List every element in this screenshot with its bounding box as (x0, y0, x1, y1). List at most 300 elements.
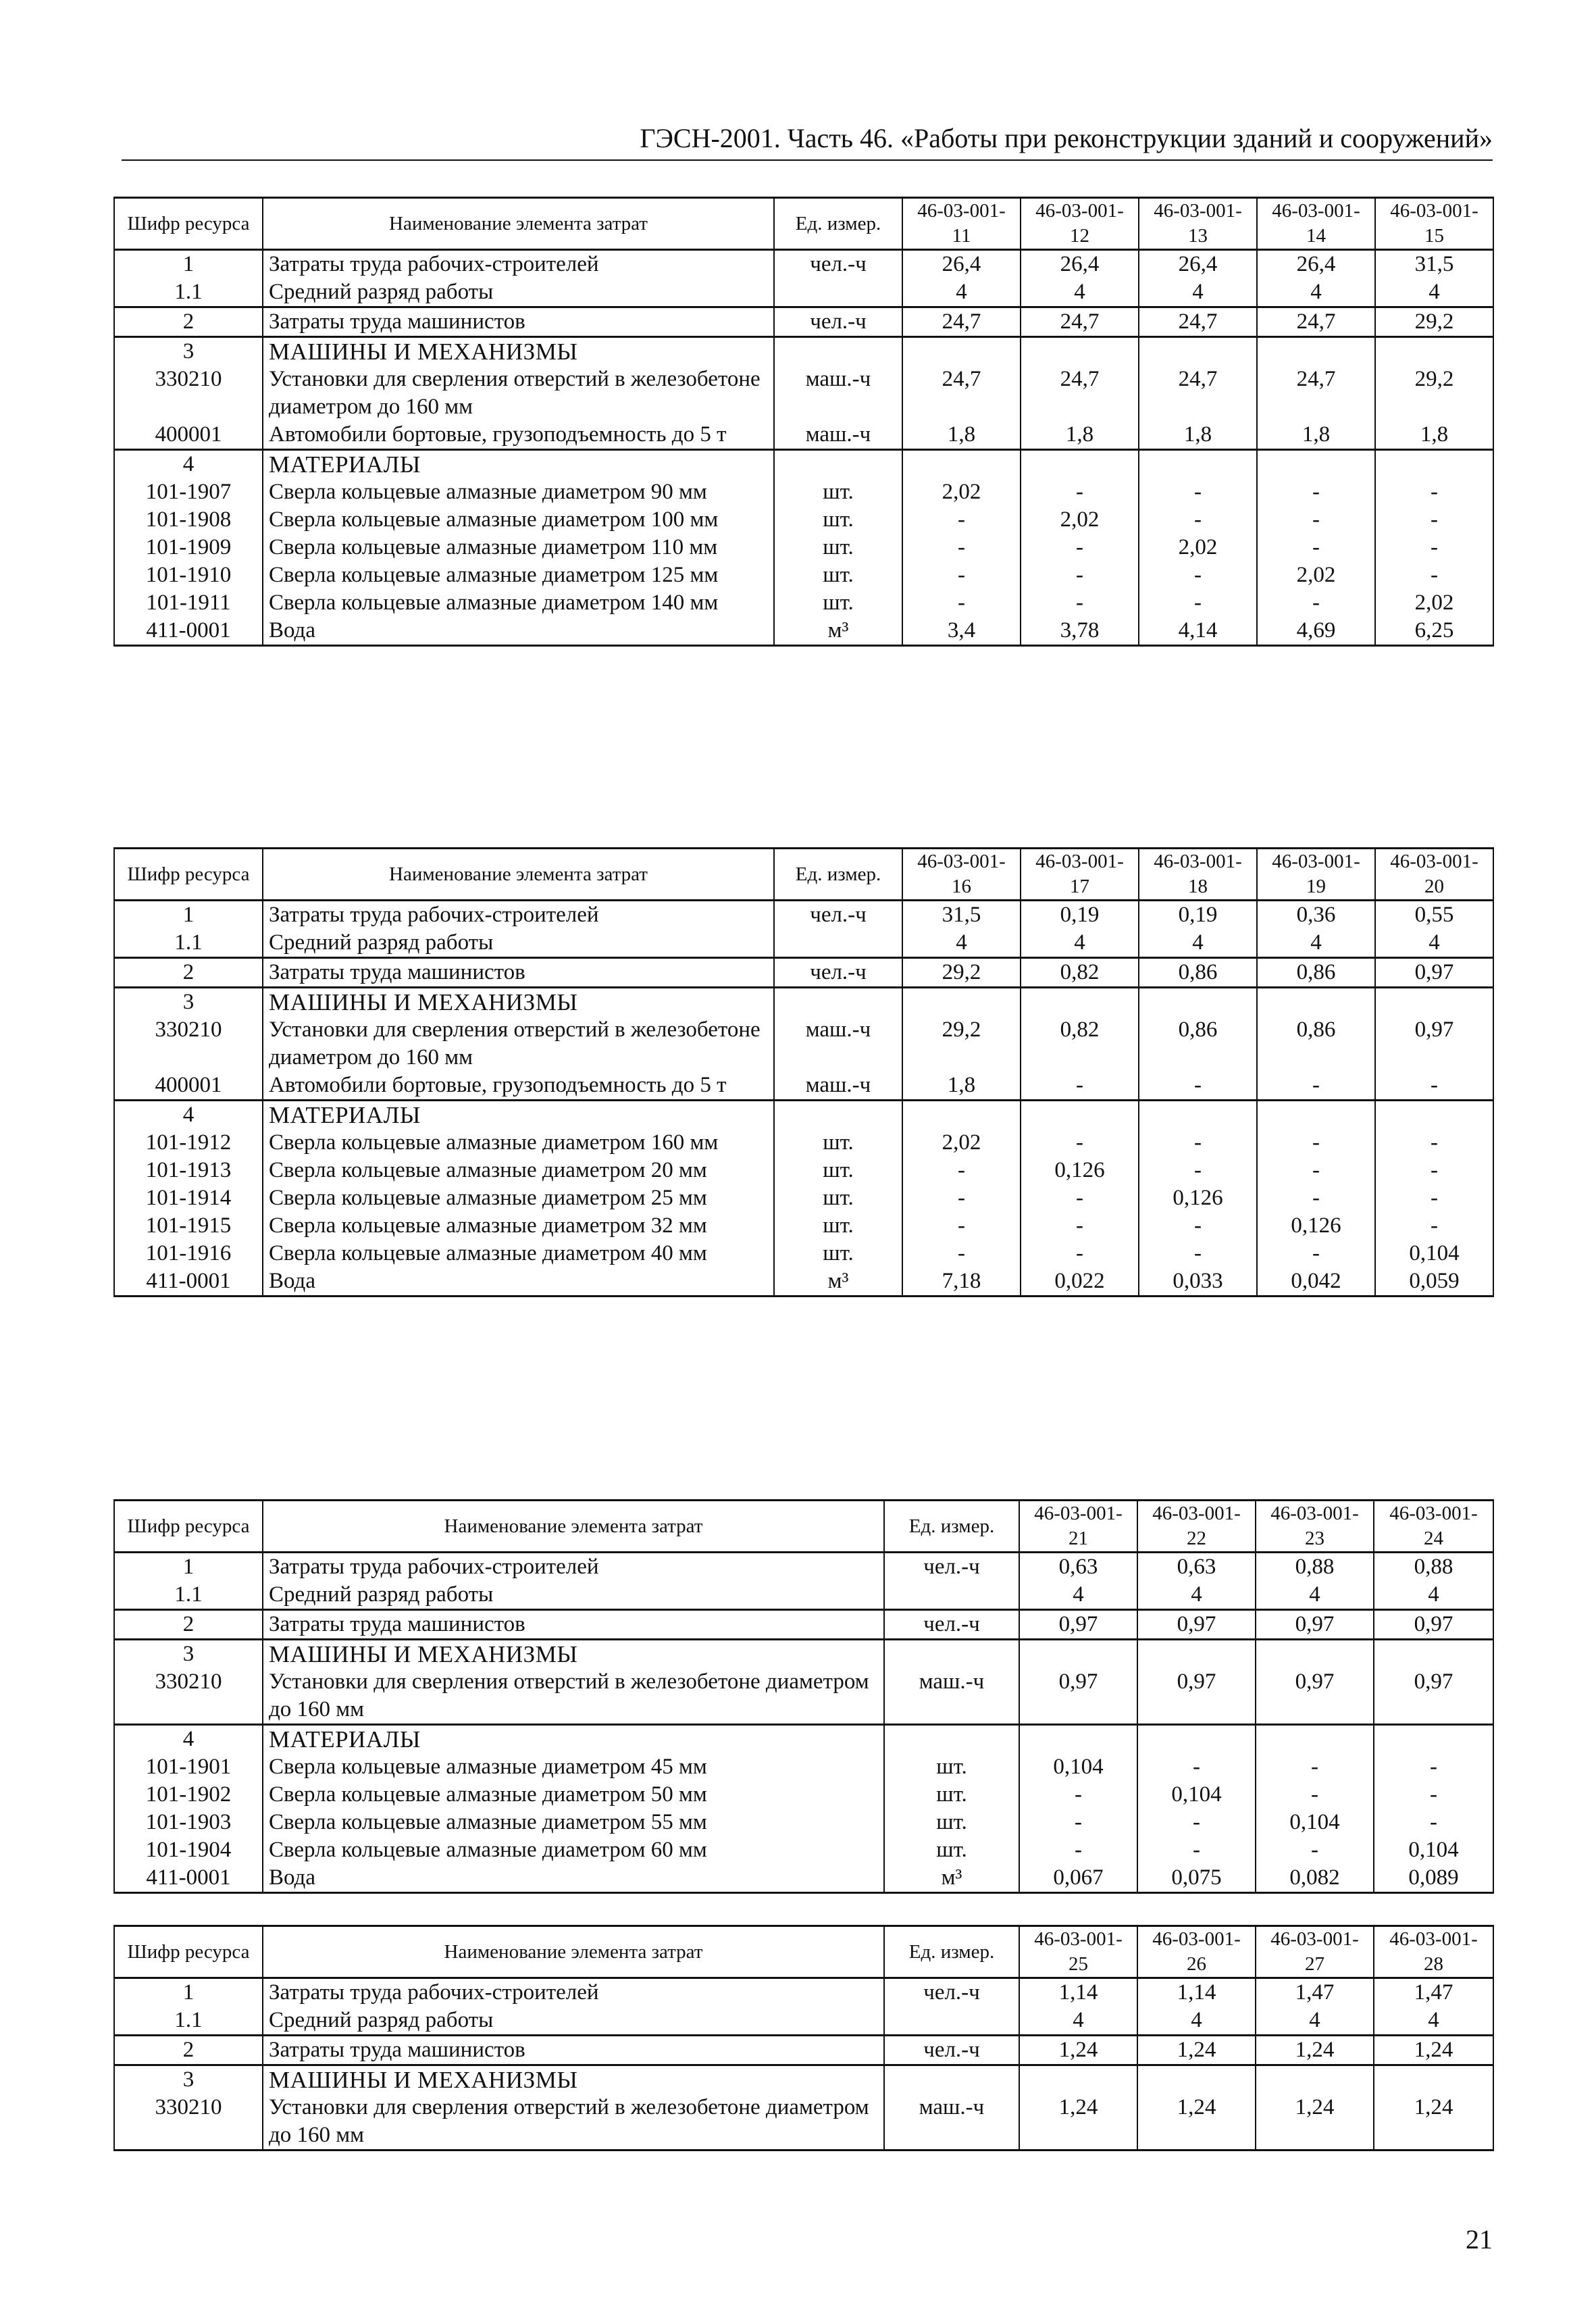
unit-of-measure: м³ (774, 617, 902, 646)
resource-code: 400001 (114, 421, 263, 450)
cost-element-name: Автомобили бортовые, грузоподъемность до 5 т (263, 1072, 774, 1101)
table-row (114, 988, 1493, 1017)
resource-code: 1.1 (114, 1581, 263, 1610)
norm-value: 0,36 (1257, 901, 1375, 930)
norm-value: - (902, 1184, 1021, 1212)
table-row (114, 1753, 1493, 1781)
unit-of-measure (884, 2065, 1019, 2094)
norm-value: - (1137, 1809, 1256, 1836)
section-title: МАШИНЫ И МЕХАНИЗМЫ (263, 2065, 884, 2094)
column-header-norm: 46-03-001-20 (1375, 849, 1493, 901)
column-header-norm: 46-03-001-19 (1257, 849, 1375, 901)
table-row (114, 1101, 1493, 1130)
unit-of-measure: шт. (774, 1184, 902, 1212)
table-row (114, 506, 1493, 534)
norm-value: 1,24 (1256, 2094, 1374, 2150)
table-row (114, 2094, 1493, 2150)
norm-value: 4 (1375, 929, 1493, 958)
norm-value: 0,104 (1375, 1240, 1493, 1267)
unit-of-measure: шт. (884, 1809, 1019, 1836)
resource-code: 3 (114, 1640, 263, 1669)
norm-value: 1,8 (902, 1072, 1021, 1101)
unit-of-measure (774, 929, 902, 958)
norm-value: 0,033 (1139, 1267, 1257, 1297)
norm-value: - (1139, 1157, 1257, 1184)
resource-code: 101-1912 (114, 1129, 263, 1157)
unit-of-measure: шт. (884, 1753, 1019, 1781)
resource-code: 2 (114, 1610, 263, 1640)
unit-of-measure (884, 1581, 1019, 1610)
column-header-code: Шифр ресурса (114, 849, 263, 901)
norm-value: 1,47 (1374, 1978, 1493, 2007)
cost-element-name: Установки для сверления отверстий в железобетоне диаметром до 160 мм (263, 1016, 774, 1072)
table-row (114, 2036, 1493, 2065)
norm-value: 29,2 (1375, 366, 1493, 421)
table-row (114, 337, 1493, 366)
table-header-row (114, 849, 1493, 901)
cost-element-name: Сверла кольцевые алмазные диаметром 100 мм (263, 506, 774, 534)
norm-value: 0,97 (1374, 1668, 1493, 1725)
unit-of-measure: м³ (884, 1864, 1019, 1893)
norm-value: 26,4 (1139, 250, 1257, 279)
norm-value: - (1375, 534, 1493, 561)
resource-code: 400001 (114, 1072, 263, 1101)
section-title: МАТЕРИАЛЫ (263, 1101, 774, 1130)
section-title: МАШИНЫ И МЕХАНИЗМЫ (263, 988, 774, 1017)
norm-value (902, 337, 1021, 366)
norm-value (1019, 1640, 1137, 1669)
unit-of-measure: маш.-ч (774, 1072, 902, 1101)
column-header-norm: 46-03-001-12 (1021, 198, 1139, 250)
unit-of-measure: шт. (774, 534, 902, 561)
unit-of-measure: маш.-ч (774, 366, 902, 421)
table-header-row (114, 198, 1493, 250)
norm-value: - (1021, 1129, 1139, 1157)
norm-value: - (1257, 1184, 1375, 1212)
norm-value: - (1139, 1072, 1257, 1101)
norm-value: - (1257, 1072, 1375, 1101)
norm-value: 4 (1374, 1581, 1493, 1610)
norm-value (1374, 2065, 1493, 2094)
norm-value: 24,7 (1139, 307, 1257, 337)
norm-value: 0,97 (1019, 1668, 1137, 1725)
norm-value: - (1021, 534, 1139, 561)
norm-value: 4,14 (1139, 617, 1257, 646)
norm-value: - (1374, 1781, 1493, 1809)
norm-value: 0,126 (1257, 1212, 1375, 1240)
norm-value: 0,104 (1137, 1781, 1256, 1809)
norm-value: - (1375, 1072, 1493, 1101)
unit-of-measure (884, 1725, 1019, 1754)
norm-value (1257, 337, 1375, 366)
norm-value: 1,8 (1257, 421, 1375, 450)
resource-code: 1 (114, 901, 263, 930)
section-title: МАТЕРИАЛЫ (263, 450, 774, 479)
norm-value: - (1139, 589, 1257, 617)
norm-value: 0,86 (1139, 958, 1257, 988)
resource-code: 330210 (114, 2094, 263, 2150)
unit-of-measure: шт. (774, 1212, 902, 1240)
norm-value: 4,69 (1257, 617, 1375, 646)
norm-value: 1,24 (1137, 2036, 1256, 2065)
norm-value: 1,8 (1021, 421, 1139, 450)
norm-value (1137, 1640, 1256, 1669)
column-header-name: Наименование элемента затрат (263, 1926, 884, 1978)
norm-value: 4 (1256, 2007, 1374, 2036)
column-header-norm: 46-03-001-24 (1374, 1501, 1493, 1553)
unit-of-measure: шт. (774, 1240, 902, 1267)
norm-value: - (1375, 506, 1493, 534)
table-header-row (114, 1926, 1493, 1978)
column-header-unit: Ед. измер. (884, 1501, 1019, 1553)
norm-value: 0,19 (1139, 901, 1257, 930)
norm-value: 0,067 (1019, 1864, 1137, 1893)
unit-of-measure (884, 1640, 1019, 1669)
norm-value: 0,104 (1374, 1836, 1493, 1864)
norm-value: - (1374, 1753, 1493, 1781)
table-row (114, 1184, 1493, 1212)
norm-value: 4 (1256, 1581, 1374, 1610)
norm-value: - (1021, 1072, 1139, 1101)
table-row (114, 1553, 1493, 1582)
norm-value: - (1257, 589, 1375, 617)
cost-element-name: Установки для сверления отверстий в железобетоне диаметром до 160 мм (263, 366, 774, 421)
table-row (114, 1668, 1493, 1725)
table-row (114, 1240, 1493, 1267)
norm-value: - (1256, 1836, 1374, 1864)
norm-value (1375, 450, 1493, 479)
norm-value: 24,7 (1021, 366, 1139, 421)
cost-element-name: Затраты труда рабочих-строителей (263, 1553, 884, 1582)
norm-value (1137, 1725, 1256, 1754)
table-row (114, 250, 1493, 279)
unit-of-measure: шт. (774, 589, 902, 617)
resource-code: 101-1911 (114, 589, 263, 617)
resource-code: 3 (114, 988, 263, 1017)
norm-value: 4 (1137, 1581, 1256, 1610)
norm-value: - (1021, 1212, 1139, 1240)
norm-value: - (1139, 561, 1257, 589)
resource-code: 4 (114, 450, 263, 479)
norm-value (1256, 1640, 1374, 1669)
unit-of-measure: шт. (774, 1129, 902, 1157)
column-header-name: Наименование элемента затрат (263, 198, 774, 250)
resource-code: 4 (114, 1101, 263, 1130)
norm-value: - (902, 506, 1021, 534)
cost-element-name: Затраты труда рабочих-строителей (263, 250, 774, 279)
resource-code: 101-1902 (114, 1781, 263, 1809)
unit-of-measure: чел.-ч (884, 1610, 1019, 1640)
unit-of-measure: шт. (774, 478, 902, 506)
norm-value: 1,8 (1375, 421, 1493, 450)
resource-code: 1.1 (114, 2007, 263, 2036)
column-header-name: Наименование элемента затрат (263, 849, 774, 901)
norm-value (1137, 2065, 1256, 2094)
norm-value: 0,97 (1374, 1610, 1493, 1640)
norm-value: 1,24 (1374, 2094, 1493, 2150)
unit-of-measure: чел.-ч (774, 307, 902, 337)
cost-element-name: Сверла кольцевые алмазные диаметром 40 мм (263, 1240, 774, 1267)
table-row (114, 1157, 1493, 1184)
norm-value: 31,5 (1375, 250, 1493, 279)
norm-value: 0,104 (1019, 1753, 1137, 1781)
unit-of-measure: шт. (774, 561, 902, 589)
resource-code: 3 (114, 2065, 263, 2094)
table-row (114, 589, 1493, 617)
norm-value: 24,7 (1139, 366, 1257, 421)
norm-value: 7,18 (902, 1267, 1021, 1297)
norm-value: 2,02 (1139, 534, 1257, 561)
norm-value: 0,022 (1021, 1267, 1139, 1297)
norm-value: 0,126 (1021, 1157, 1139, 1184)
resource-code: 101-1903 (114, 1809, 263, 1836)
unit-of-measure: маш.-ч (884, 2094, 1019, 2150)
norm-value: 24,7 (1021, 307, 1139, 337)
norm-value (1019, 1725, 1137, 1754)
table-row (114, 1781, 1493, 1809)
norm-value: - (1257, 1240, 1375, 1267)
norm-value: - (1137, 1836, 1256, 1864)
norm-value: 3,78 (1021, 617, 1139, 646)
norm-value: 0,88 (1256, 1553, 1374, 1582)
unit-of-measure: чел.-ч (774, 250, 902, 279)
norm-value (1375, 1101, 1493, 1130)
norm-value: 0,88 (1374, 1553, 1493, 1582)
cost-element-name: Сверла кольцевые алмазные диаметром 140 мм (263, 589, 774, 617)
norm-value: 4 (902, 278, 1021, 307)
norm-value: - (1021, 478, 1139, 506)
norm-value (1257, 450, 1375, 479)
column-header-unit: Ед. измер. (774, 849, 902, 901)
unit-of-measure: шт. (774, 1157, 902, 1184)
norm-value: - (902, 1157, 1021, 1184)
cost-element-name: Затраты труда машинистов (263, 2036, 884, 2065)
norm-value: - (1374, 1809, 1493, 1836)
column-header-norm: 46-03-001-17 (1021, 849, 1139, 901)
cost-element-name: Вода (263, 617, 774, 646)
norm-value: 0,089 (1374, 1864, 1493, 1893)
resource-code: 101-1915 (114, 1212, 263, 1240)
table-row (114, 1725, 1493, 1754)
norm-value: 0,104 (1256, 1809, 1374, 1836)
norm-value: 0,63 (1019, 1553, 1137, 1582)
norm-value (1374, 1640, 1493, 1669)
column-header-name: Наименование элемента затрат (263, 1501, 884, 1553)
unit-of-measure: маш.-ч (884, 1668, 1019, 1725)
norm-value: 4 (902, 929, 1021, 958)
cost-element-name: Сверла кольцевые алмазные диаметром 20 мм (263, 1157, 774, 1184)
resource-code: 411-0001 (114, 1267, 263, 1297)
table-row (114, 1836, 1493, 1864)
norm-value: 24,7 (1257, 366, 1375, 421)
cost-element-name: Установки для сверления отверстий в железобетоне диаметром до 160 мм (263, 2094, 884, 2150)
cost-element-name: Средний разряд работы (263, 278, 774, 307)
resource-code: 3 (114, 337, 263, 366)
table-row (114, 561, 1493, 589)
norm-value: 1,47 (1256, 1978, 1374, 2007)
norm-value: - (1375, 1212, 1493, 1240)
norm-value: - (902, 1240, 1021, 1267)
norm-value: - (1375, 1129, 1493, 1157)
norm-value: 26,4 (1021, 250, 1139, 279)
norm-value: 4 (1137, 2007, 1256, 2036)
norm-value (1257, 988, 1375, 1017)
norm-value: 0,55 (1375, 901, 1493, 930)
cost-element-name: Сверла кольцевые алмазные диаметром 25 мм (263, 1184, 774, 1212)
norm-value: 0,126 (1139, 1184, 1257, 1212)
norm-value: - (1139, 506, 1257, 534)
resource-code: 101-1904 (114, 1836, 263, 1864)
norm-value (1021, 1101, 1139, 1130)
norm-value: - (902, 561, 1021, 589)
norm-value: - (902, 589, 1021, 617)
section-title: МАТЕРИАЛЫ (263, 1725, 884, 1754)
cost-element-name: Сверла кольцевые алмазные диаметром 60 мм (263, 1836, 884, 1864)
column-header-norm: 46-03-001-15 (1375, 198, 1493, 250)
norm-value: 4 (1374, 2007, 1493, 2036)
norm-value: 0,86 (1257, 1016, 1375, 1072)
norm-value: - (1139, 478, 1257, 506)
column-header-norm: 46-03-001-27 (1256, 1926, 1374, 1978)
norm-value: 1,24 (1256, 2036, 1374, 2065)
table-row (114, 1640, 1493, 1669)
norm-value: 1,8 (902, 421, 1021, 450)
header-rule (122, 159, 1493, 161)
unit-of-measure (774, 988, 902, 1017)
norm-value: - (1021, 589, 1139, 617)
norm-value: 4 (1257, 278, 1375, 307)
norm-value (1256, 2065, 1374, 2094)
table-row (114, 278, 1493, 307)
cost-element-name: Средний разряд работы (263, 929, 774, 958)
norms-table (113, 1925, 1494, 2151)
table-row (114, 1072, 1493, 1101)
table-row (114, 617, 1493, 646)
unit-of-measure (774, 1101, 902, 1130)
table-row (114, 2065, 1493, 2094)
norm-value (1019, 2065, 1137, 2094)
table-header-row (114, 1501, 1493, 1553)
cost-element-name: Сверла кольцевые алмазные диаметром 160 мм (263, 1129, 774, 1157)
norm-value: 0,97 (1256, 1610, 1374, 1640)
column-header-code: Шифр ресурса (114, 1926, 263, 1978)
resource-code: 330210 (114, 1668, 263, 1725)
section-title: МАШИНЫ И МЕХАНИЗМЫ (263, 337, 774, 366)
column-header-norm: 46-03-001-26 (1137, 1926, 1256, 1978)
norm-value: 0,86 (1139, 1016, 1257, 1072)
norm-value (1256, 1725, 1374, 1754)
cost-element-name: Сверла кольцевые алмазные диаметром 32 мм (263, 1212, 774, 1240)
norm-value: 4 (1021, 278, 1139, 307)
resource-code: 330210 (114, 366, 263, 421)
table-row (114, 450, 1493, 479)
resource-code: 101-1916 (114, 1240, 263, 1267)
table-row (114, 1978, 1493, 2007)
table-row (114, 307, 1493, 337)
norm-value: - (1256, 1753, 1374, 1781)
norms-table (113, 1499, 1494, 1894)
unit-of-measure: чел.-ч (884, 1978, 1019, 2007)
norm-value: - (1139, 1129, 1257, 1157)
norm-value: - (1375, 1157, 1493, 1184)
table-row (114, 1809, 1493, 1836)
norm-value: 4 (1375, 278, 1493, 307)
table-row (114, 1610, 1493, 1640)
norm-value (1139, 337, 1257, 366)
norm-value (1021, 450, 1139, 479)
table-row (114, 901, 1493, 930)
cost-element-name: Сверла кольцевые алмазные диаметром 90 мм (263, 478, 774, 506)
cost-element-name: Затраты труда машинистов (263, 958, 774, 988)
norm-value: 3,4 (902, 617, 1021, 646)
cost-element-name: Сверла кольцевые алмазные диаметром 55 мм (263, 1809, 884, 1836)
norm-value: 2,02 (1375, 589, 1493, 617)
section-title: МАШИНЫ И МЕХАНИЗМЫ (263, 1640, 884, 1669)
norm-value: - (1257, 1129, 1375, 1157)
resource-code: 330210 (114, 1016, 263, 1072)
norm-value: 2,02 (1257, 561, 1375, 589)
norm-value: 2,02 (902, 1129, 1021, 1157)
norm-value: 29,2 (902, 958, 1021, 988)
norm-value: 4 (1139, 278, 1257, 307)
column-header-code: Шифр ресурса (114, 1501, 263, 1553)
norm-value: - (1256, 1781, 1374, 1809)
table-row (114, 366, 1493, 421)
resource-code: 1.1 (114, 929, 263, 958)
norm-value: 0,97 (1375, 1016, 1493, 1072)
norm-value: 4 (1021, 929, 1139, 958)
norm-value (1139, 988, 1257, 1017)
norm-value (1021, 988, 1139, 1017)
norm-value: - (1019, 1781, 1137, 1809)
norm-value: 2,02 (902, 478, 1021, 506)
resource-code: 1 (114, 250, 263, 279)
norm-value: - (1257, 534, 1375, 561)
table-row (114, 1129, 1493, 1157)
norm-value: 0,82 (1021, 1016, 1139, 1072)
unit-of-measure (774, 337, 902, 366)
norm-value: 6,25 (1375, 617, 1493, 646)
resource-code: 4 (114, 1725, 263, 1754)
norm-value: - (1139, 1240, 1257, 1267)
norms-table (113, 197, 1494, 647)
norm-value: - (1257, 506, 1375, 534)
norm-value: 24,7 (1257, 307, 1375, 337)
cost-element-name: Вода (263, 1267, 774, 1297)
table-row (114, 2007, 1493, 2036)
column-header-norm: 46-03-001-22 (1137, 1501, 1256, 1553)
unit-of-measure: шт. (774, 506, 902, 534)
norm-value: - (1019, 1809, 1137, 1836)
norm-value: 0,97 (1375, 958, 1493, 988)
resource-code: 101-1901 (114, 1753, 263, 1781)
norm-value: 29,2 (1375, 307, 1493, 337)
unit-of-measure (774, 278, 902, 307)
norm-value: - (902, 534, 1021, 561)
cost-element-name: Вода (263, 1864, 884, 1893)
norm-value: 1,24 (1374, 2036, 1493, 2065)
table-row (114, 421, 1493, 450)
column-header-norm: 46-03-001-11 (902, 198, 1021, 250)
cost-element-name: Сверла кольцевые алмазные диаметром 125 мм (263, 561, 774, 589)
column-header-code: Шифр ресурса (114, 198, 263, 250)
unit-of-measure: маш.-ч (774, 1016, 902, 1072)
unit-of-measure: чел.-ч (774, 901, 902, 930)
norm-value: 0,97 (1137, 1668, 1256, 1725)
cost-element-name: Средний разряд работы (263, 1581, 884, 1610)
norm-value: 1,14 (1019, 1978, 1137, 2007)
norm-value: 1,24 (1137, 2094, 1256, 2150)
